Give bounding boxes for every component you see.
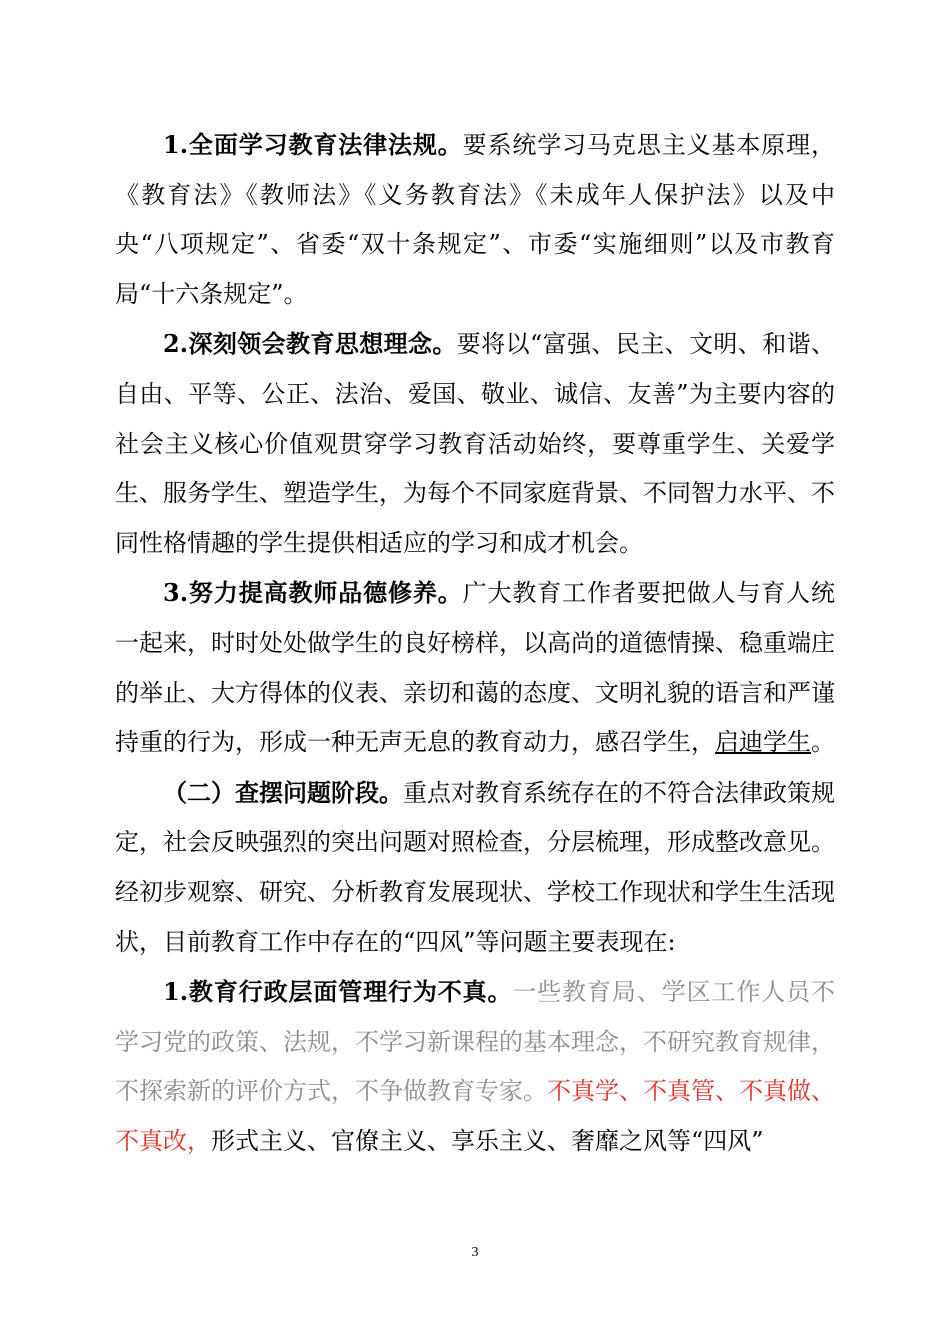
red-text: 不真学、不真管、不真做、不真改， <box>115 1077 835 1155</box>
paragraph-problem-review <box>115 768 835 967</box>
paragraph-study-laws <box>115 120 835 319</box>
paragraph-tail: 。 <box>811 728 835 757</box>
paragraph-heading: 1.全面学习教育法律法规。 <box>163 130 463 159</box>
paragraph-teacher-ethics <box>115 568 835 767</box>
gray-text: 一些教育局、学区工作人员不学习党的政策、法规，不学习新课程的基本理念，不研究教育规律，不探索新的评价方式，不争做教育专家。 <box>115 978 835 1106</box>
paragraph-admin-issues <box>115 967 835 1166</box>
paragraph-text: 要系统学习马克思主义基本原理，《教育法》《教师法》《义务教育法》《未成年人保护法》以及中央“八项规定”、省委“双十条规定”、市委“实施细则”以及市教育局“十六条规定”。 <box>115 131 835 308</box>
paragraph-heading: 3.努力提高教师品德修养。 <box>163 578 463 608</box>
paragraph-text: 形式主义、官僚主义、享乐主义、奢靡之风等“四风” <box>211 1126 764 1155</box>
page-number: 3 <box>471 1245 479 1260</box>
paragraph-heading: 2.深刻领会教育思想理念。 <box>163 329 457 359</box>
paragraph-heading: 1.教育行政层面管理行为不真。 <box>163 977 513 1007</box>
underlined-text: 启迪学生 <box>715 728 811 757</box>
paragraph-education-philosophy <box>115 319 835 568</box>
paragraph-text: 重点对教育系统存在的不符合法律政策规定，社会反映强烈的突出问题对照检查，分层梳理，形成整改意见。经初步观察、研究、分析教育发展现状、学校工作现状和学生生活现状，目前教育工作中存在的“四风”等问题主要表现在: <box>115 778 835 956</box>
document-body <box>115 120 835 1166</box>
section-heading: （二）查摆问题阶段。 <box>163 777 403 807</box>
paragraph-text: 要将以“富强、民主、文明、和谐、自由、平等、公正、法治、爱国、敬业、诚信、友善”为主要内容的社会主义核心价值观贯穿学习教育活动始终，要尊重学生、关爱学生、服务学生、塑造学生，为每个不同家庭背景、不同智力水平、不同性格情趣的学生提供相适应的学习和成才机会。 <box>115 330 835 557</box>
paragraph-text: 广大教育工作者要把做人与育人统一起来，时时处处做学生的良好榜样，以高尚的道德情操、稳重端庄的举止、大方得体的仪表、亲切和蔼的态度、文明礼貌的语言和严谨持重的行为，形成一种无声无息的教育动力，感召学生， <box>115 579 835 757</box>
